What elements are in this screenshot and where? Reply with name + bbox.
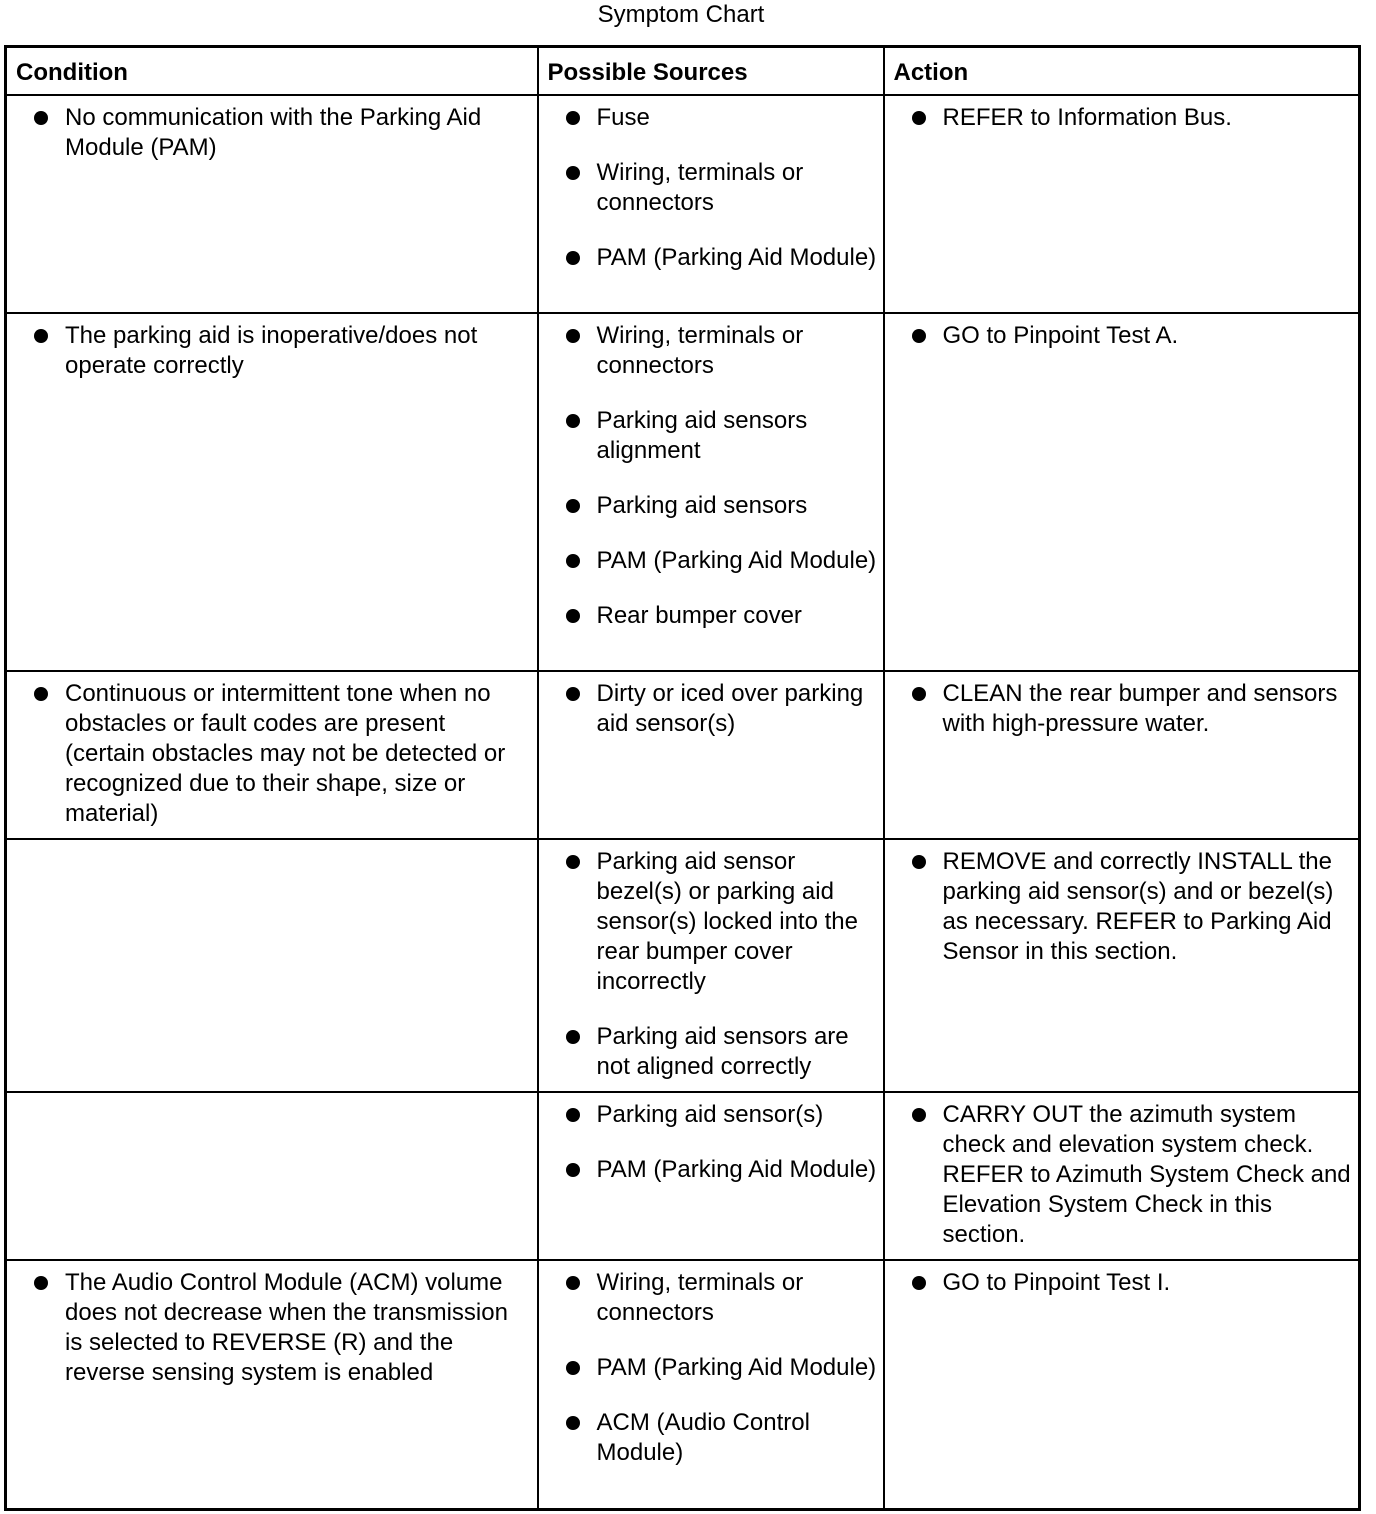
condition-cell bbox=[6, 1260, 538, 1509]
list-item-text: Wiring, terminals or connectors bbox=[596, 159, 804, 216]
list-item-text: Parking aid sensor bezel(s) or parking aid sensor(s) locked into the rear bumper cover incorrectly bbox=[596, 848, 858, 995]
condition-cell bbox=[6, 1092, 538, 1260]
bullet-icon bbox=[912, 1276, 926, 1290]
list-item bbox=[545, 406, 877, 466]
bullet-icon bbox=[34, 329, 48, 343]
bullet-list bbox=[545, 103, 877, 273]
list-item bbox=[13, 321, 531, 381]
table-row bbox=[6, 671, 1360, 839]
list-item-text: Wiring, terminals or connectors bbox=[596, 322, 804, 379]
bullet-list bbox=[545, 679, 877, 739]
table-row bbox=[6, 839, 1360, 1092]
list-item bbox=[545, 491, 877, 521]
action-cell bbox=[884, 839, 1360, 1092]
bullet-list bbox=[13, 1268, 531, 1388]
action-cell bbox=[884, 313, 1360, 671]
bullet-icon bbox=[566, 499, 580, 513]
bullet-list bbox=[891, 103, 1353, 133]
bullet-icon bbox=[566, 1030, 580, 1044]
bullet-icon bbox=[34, 1276, 48, 1290]
action-cell bbox=[884, 1260, 1360, 1509]
list-item bbox=[545, 158, 877, 218]
list-item-text: The parking aid is inoperative/does not operate correctly bbox=[65, 322, 478, 379]
bullet-icon bbox=[34, 111, 48, 125]
list-item-text: ACM (Audio Control Module) bbox=[596, 1409, 810, 1466]
list-item-text: REMOVE and correctly INSTALL the parking aid sensor(s) and or bezel(s) as necessary. REFER to Parking Aid Sensor in this section. bbox=[942, 848, 1334, 965]
list-item-text: GO to Pinpoint Test A. bbox=[942, 322, 1179, 349]
list-item-text: PAM (Parking Aid Module) bbox=[596, 1354, 877, 1381]
list-item-text: Continuous or intermittent tone when no obstacles or fault codes are present (certain obstacles may not be detected or recognized due to their shape, size or material) bbox=[65, 680, 506, 827]
bullet-icon bbox=[566, 251, 580, 265]
bullet-icon bbox=[566, 1163, 580, 1177]
list-item bbox=[545, 243, 877, 273]
bullet-icon bbox=[912, 329, 926, 343]
bullet-icon bbox=[566, 329, 580, 343]
list-item-text: Parking aid sensor(s) bbox=[596, 1101, 824, 1128]
bullet-icon bbox=[566, 609, 580, 623]
list-item bbox=[545, 103, 877, 133]
list-item bbox=[545, 321, 877, 381]
bullet-icon bbox=[912, 855, 926, 869]
table-row bbox=[6, 1260, 1360, 1509]
list-item-text: GO to Pinpoint Test I. bbox=[942, 1269, 1171, 1296]
possible-sources-cell bbox=[538, 1092, 884, 1260]
list-item bbox=[545, 1353, 877, 1383]
list-item-text: PAM (Parking Aid Module) bbox=[596, 547, 877, 574]
action-cell bbox=[884, 95, 1360, 313]
list-item bbox=[545, 1408, 877, 1468]
condition-cell bbox=[6, 839, 538, 1092]
list-item bbox=[891, 103, 1353, 133]
condition-cell bbox=[6, 671, 538, 839]
list-item bbox=[891, 1268, 1353, 1298]
bullet-icon bbox=[912, 1108, 926, 1122]
action-cell bbox=[884, 1092, 1360, 1260]
list-item bbox=[545, 679, 877, 739]
bullet-list bbox=[545, 847, 877, 1082]
header-condition: Condition bbox=[6, 47, 538, 96]
possible-sources-cell bbox=[538, 671, 884, 839]
list-item bbox=[13, 679, 531, 829]
bullet-icon bbox=[566, 1361, 580, 1375]
list-item-text: Fuse bbox=[596, 104, 650, 131]
bullet-list bbox=[13, 321, 531, 381]
bullet-icon bbox=[566, 414, 580, 428]
bullet-icon bbox=[566, 111, 580, 125]
bullet-list bbox=[545, 1268, 877, 1468]
list-item bbox=[545, 1268, 877, 1328]
header-row bbox=[6, 47, 1360, 96]
list-item-text: Rear bumper cover bbox=[596, 602, 802, 629]
condition-cell bbox=[6, 95, 538, 313]
symptom-table bbox=[4, 45, 1361, 1511]
list-item-text: Wiring, terminals or connectors bbox=[596, 1269, 804, 1326]
action-cell bbox=[884, 671, 1360, 839]
header-action: Action bbox=[884, 47, 1360, 96]
possible-sources-cell bbox=[538, 839, 884, 1092]
bullet-icon bbox=[566, 554, 580, 568]
bullet-list bbox=[13, 103, 531, 163]
bullet-icon bbox=[566, 1276, 580, 1290]
bullet-icon bbox=[912, 111, 926, 125]
possible-sources-cell bbox=[538, 1260, 884, 1509]
list-item-text: The Audio Control Module (ACM) volume does not decrease when the transmission is selected to REVERSE (R) and the reverse sensing system is enabled bbox=[65, 1269, 508, 1386]
list-item-text: Dirty or iced over parking aid sensor(s) bbox=[596, 680, 864, 737]
bullet-list bbox=[891, 321, 1353, 351]
list-item bbox=[891, 321, 1353, 351]
bullet-list bbox=[891, 1268, 1353, 1298]
list-item bbox=[13, 1268, 531, 1388]
list-item bbox=[891, 679, 1353, 739]
list-item bbox=[13, 103, 531, 163]
list-item-text: REFER to Information Bus. bbox=[942, 104, 1232, 131]
list-item-text: Parking aid sensors bbox=[596, 492, 808, 519]
table-row bbox=[6, 1092, 1360, 1260]
bullet-list bbox=[13, 679, 531, 829]
bullet-icon bbox=[566, 1108, 580, 1122]
bullet-list bbox=[891, 1100, 1353, 1250]
chart-title: Symptom Chart bbox=[597, 1, 765, 28]
list-item bbox=[545, 601, 877, 631]
bullet-icon bbox=[566, 855, 580, 869]
bullet-list bbox=[545, 321, 877, 631]
bullet-icon bbox=[34, 687, 48, 701]
condition-cell bbox=[6, 313, 538, 671]
table-body bbox=[6, 95, 1360, 1509]
bullet-icon bbox=[566, 166, 580, 180]
list-item-text: Parking aid sensors alignment bbox=[596, 407, 808, 464]
table-row bbox=[6, 313, 1360, 671]
list-item bbox=[891, 1100, 1353, 1250]
bullet-list bbox=[545, 1100, 877, 1185]
list-item-text: No communication with the Parking Aid Module (PAM) bbox=[65, 104, 482, 161]
list-item-text: PAM (Parking Aid Module) bbox=[596, 244, 877, 271]
list-item bbox=[545, 1100, 877, 1130]
list-item-text: PAM (Parking Aid Module) bbox=[596, 1156, 877, 1183]
table-row bbox=[6, 95, 1360, 313]
possible-sources-cell bbox=[538, 313, 884, 671]
list-item-text: CARRY OUT the azimuth system check and elevation system check. REFER to Azimuth System Check and Elevation System Check in this section. bbox=[942, 1101, 1351, 1248]
list-item bbox=[545, 1022, 877, 1082]
list-item-text: CLEAN the rear bumper and sensors with high-pressure water. bbox=[942, 680, 1338, 737]
bullet-icon bbox=[566, 687, 580, 701]
bullet-list bbox=[891, 679, 1353, 739]
list-item bbox=[545, 1155, 877, 1185]
bullet-icon bbox=[912, 687, 926, 701]
list-item bbox=[545, 847, 877, 997]
header-possible-sources: Possible Sources bbox=[538, 47, 884, 96]
possible-sources-cell bbox=[538, 95, 884, 313]
list-item-text: Parking aid sensors are not aligned correctly bbox=[596, 1023, 849, 1080]
list-item bbox=[891, 847, 1353, 967]
list-item bbox=[545, 546, 877, 576]
bullet-list bbox=[891, 847, 1353, 967]
bullet-icon bbox=[566, 1416, 580, 1430]
